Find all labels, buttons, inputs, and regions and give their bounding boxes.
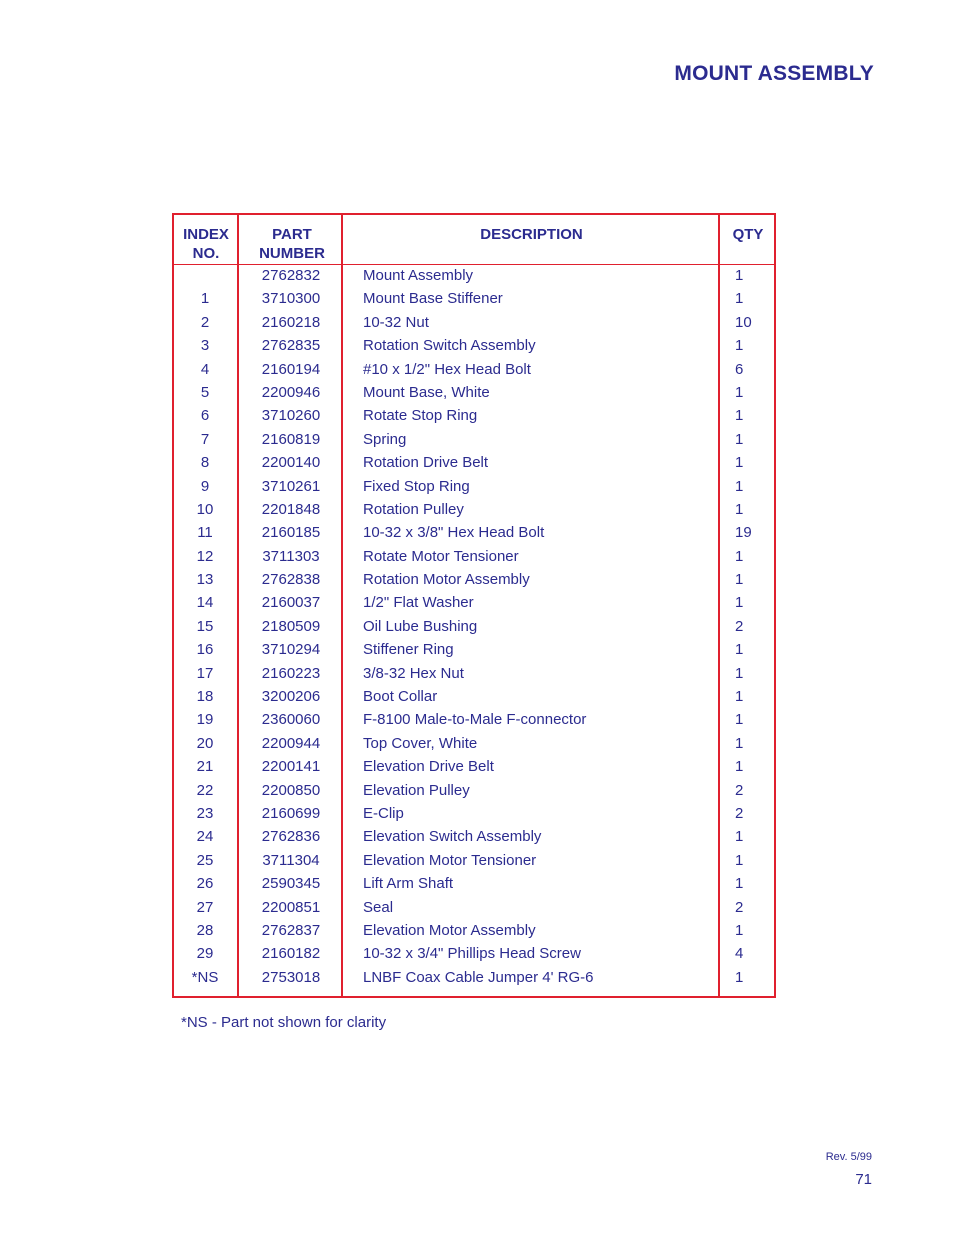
- index-cell: 2: [200, 313, 210, 331]
- qty-cell: 1: [735, 571, 744, 589]
- qty-cell: 1: [735, 477, 744, 495]
- qty-cell: 1: [735, 688, 744, 706]
- description-cell: Oil Lube Bushing: [363, 617, 478, 635]
- qty-cell: 1: [735, 875, 744, 893]
- part-number-cell: 2160194: [261, 360, 321, 378]
- qty-cell: 2: [735, 898, 744, 916]
- index-cell: 15: [196, 617, 214, 635]
- index-cell: 18: [196, 688, 214, 706]
- table-row: [174, 431, 774, 454]
- qty-cell: 2: [735, 781, 744, 799]
- table-row: [174, 852, 774, 875]
- description-cell: E-Clip: [363, 804, 404, 822]
- description-cell: Lift Arm Shaft: [363, 875, 454, 893]
- description-cell: #10 x 1/2" Hex Head Bolt: [363, 360, 531, 378]
- parts-table: [172, 213, 776, 998]
- part-number-cell: 2160218: [261, 313, 321, 331]
- table-row: [174, 407, 774, 430]
- table-row: [174, 314, 774, 337]
- index-cell: 21: [196, 758, 214, 776]
- description-cell: Mount Assembly: [363, 267, 474, 284]
- table-row: [174, 782, 774, 805]
- table-row: [174, 454, 774, 477]
- index-cell: 14: [196, 594, 214, 612]
- qty-cell: 1: [735, 407, 744, 425]
- part-number-cell: 2200851: [261, 898, 321, 916]
- description-cell: Rotation Pulley: [363, 500, 464, 518]
- page-number: 71: [855, 1171, 872, 1188]
- table-row: [174, 384, 774, 407]
- index-cell: 17: [196, 664, 214, 682]
- qty-cell: 1: [735, 758, 744, 776]
- index-cell: 27: [196, 898, 214, 916]
- table-row: [174, 290, 774, 313]
- table-row: [174, 899, 774, 922]
- table-row: [174, 735, 774, 758]
- table-row: [174, 945, 774, 968]
- part-number-cell: 2200141: [261, 758, 321, 776]
- part-number-cell: 3710260: [261, 407, 321, 425]
- description-cell: F-8100 Male-to-Male F-connector: [363, 711, 587, 729]
- description-cell: 10-32 Nut: [363, 313, 429, 331]
- index-cell: 12: [196, 547, 214, 565]
- qty-cell: 6: [735, 360, 744, 378]
- table-row: [174, 875, 774, 898]
- part-number-cell: 2160185: [261, 524, 321, 542]
- index-cell: 10: [196, 500, 214, 518]
- part-number-cell: 2762836: [261, 828, 321, 846]
- header-description: DESCRIPTION: [480, 226, 583, 243]
- qty-cell: 1: [735, 828, 744, 846]
- part-number-cell: 3711303: [262, 547, 320, 565]
- table-row: [174, 548, 774, 571]
- part-number-cell: 2590345: [261, 875, 321, 893]
- index-cell: 23: [196, 804, 214, 822]
- header-index-line2: NO.: [192, 245, 220, 262]
- description-cell: Mount Base Stiffener: [363, 290, 503, 308]
- part-number-cell: 2160819: [261, 430, 321, 448]
- table-row: [174, 524, 774, 547]
- qty-cell: 1: [735, 290, 744, 308]
- table-row: [174, 571, 774, 594]
- table-row: [174, 805, 774, 828]
- index-cell: 20: [196, 734, 214, 752]
- table-row: [174, 711, 774, 734]
- footnote: *NS - Part not shown for clarity: [181, 1014, 387, 1031]
- header-part-line1: PART: [272, 226, 312, 243]
- qty-cell: 1: [735, 711, 744, 729]
- part-number-cell: 2180509: [261, 617, 321, 635]
- index-cell: 11: [197, 524, 213, 542]
- table-row: [174, 688, 774, 711]
- description-cell: Rotation Switch Assembly: [363, 337, 536, 355]
- table-row: [174, 478, 774, 501]
- part-number-cell: 2160699: [261, 804, 321, 822]
- part-number-cell: 2201848: [261, 500, 321, 518]
- header-qty: QTY: [732, 226, 764, 243]
- index-cell: 7: [200, 430, 210, 448]
- description-cell: 3/8-32 Hex Nut: [363, 664, 464, 682]
- index-cell: 4: [200, 360, 210, 378]
- index-cell: 8: [200, 454, 210, 472]
- index-cell: 16: [196, 641, 214, 659]
- qty-cell: 1: [735, 968, 744, 986]
- index-cell: 6: [200, 407, 210, 425]
- description-cell: Rotation Drive Belt: [363, 454, 489, 472]
- index-cell: *NS: [191, 968, 219, 986]
- part-number-cell: 2360060: [261, 711, 321, 729]
- index-cell: 3: [200, 337, 210, 355]
- table-row: [174, 267, 774, 290]
- part-number-cell: 2753018: [261, 968, 321, 986]
- table-row: [174, 337, 774, 360]
- part-number-cell: 2160037: [261, 594, 321, 612]
- part-number-cell: 3710300: [261, 290, 321, 308]
- part-number-cell: 2160182: [261, 945, 321, 963]
- qty-cell: 1: [735, 664, 744, 682]
- part-number-cell: 2762832: [261, 267, 321, 284]
- table-row: [174, 969, 774, 992]
- description-cell: Rotation Motor Assembly: [363, 571, 530, 589]
- description-cell: Spring: [363, 430, 407, 448]
- index-cell: 28: [196, 921, 214, 939]
- index-cell: 24: [196, 828, 214, 846]
- part-number-cell: 2200850: [261, 781, 321, 799]
- qty-cell: 1: [735, 851, 744, 869]
- qty-cell: 1: [735, 921, 744, 939]
- revision-label: Rev. 5/99: [825, 1151, 872, 1163]
- qty-cell: 1: [735, 454, 744, 472]
- header-part-number: [240, 225, 344, 263]
- qty-cell: 4: [735, 945, 744, 963]
- table-row: [174, 665, 774, 688]
- description-cell: 10-32 x 3/8" Hex Head Bolt: [363, 524, 545, 542]
- table-row: [174, 758, 774, 781]
- description-cell: Elevation Motor Assembly: [363, 921, 536, 939]
- qty-cell: 1: [735, 383, 744, 401]
- header-index-line1: INDEX: [183, 226, 229, 243]
- qty-cell: 2: [735, 804, 744, 822]
- index-cell: 19: [196, 711, 214, 729]
- table-row: [174, 501, 774, 524]
- description-cell: Rotate Motor Tensioner: [363, 547, 519, 565]
- part-number-cell: 3200206: [261, 688, 321, 706]
- page-title: MOUNT ASSEMBLY: [674, 62, 874, 85]
- header-part-line2: NUMBER: [259, 245, 325, 262]
- qty-cell: 1: [735, 337, 744, 355]
- description-cell: Elevation Switch Assembly: [363, 828, 542, 846]
- table-row: [174, 618, 774, 641]
- part-number-cell: 2200944: [261, 734, 321, 752]
- index-cell: 5: [200, 383, 210, 401]
- part-number-cell: 2762835: [261, 337, 321, 355]
- part-number-cell: 2200140: [261, 454, 321, 472]
- description-cell: Elevation Motor Tensioner: [363, 851, 537, 869]
- description-cell: 10-32 x 3/4" Phillips Head Screw: [363, 945, 581, 963]
- part-number-cell: 3710261: [261, 477, 321, 495]
- part-number-cell: 2160223: [261, 664, 321, 682]
- qty-cell: 1: [735, 547, 744, 565]
- table-row: [174, 828, 774, 851]
- part-number-cell: 2762838: [261, 571, 321, 589]
- index-cell: 26: [196, 875, 214, 893]
- description-cell: 1/2" Flat Washer: [363, 594, 474, 612]
- part-number-cell: 3711304: [262, 851, 320, 869]
- part-number-cell: 2762837: [261, 921, 321, 939]
- header-divider: [174, 264, 774, 265]
- table-row: [174, 361, 774, 384]
- table-row: [174, 922, 774, 945]
- qty-cell: 10: [735, 313, 752, 331]
- description-cell: Elevation Pulley: [363, 781, 470, 799]
- description-cell: Top Cover, White: [363, 734, 478, 752]
- part-number-cell: 3710294: [261, 641, 321, 659]
- qty-cell: 2: [735, 617, 744, 635]
- description-cell: Mount Base, White: [363, 383, 490, 401]
- description-cell: Stiffener Ring: [363, 641, 454, 659]
- description-cell: LNBF Coax Cable Jumper 4' RG-6: [363, 968, 594, 986]
- index-cell: 22: [196, 781, 214, 799]
- qty-cell: 1: [735, 500, 744, 518]
- part-number-cell: 2200946: [261, 383, 321, 401]
- description-cell: Rotate Stop Ring: [363, 407, 478, 425]
- qty-cell: 1: [735, 267, 744, 284]
- description-cell: Elevation Drive Belt: [363, 758, 494, 776]
- qty-cell: 1: [735, 734, 744, 752]
- index-cell: 29: [196, 945, 214, 963]
- header-index: [174, 225, 238, 263]
- description-cell: Boot Collar: [363, 688, 438, 706]
- table-body: [174, 267, 774, 992]
- description-cell: Seal: [363, 898, 394, 916]
- qty-cell: 19: [735, 524, 752, 542]
- table-row: [174, 641, 774, 664]
- index-cell: 1: [200, 290, 210, 308]
- qty-cell: 1: [735, 430, 744, 448]
- qty-cell: 1: [735, 641, 744, 659]
- qty-cell: 1: [735, 594, 744, 612]
- table-row: [174, 594, 774, 617]
- index-cell: 13: [196, 571, 214, 589]
- description-cell: Fixed Stop Ring: [363, 477, 470, 495]
- index-cell: 9: [200, 477, 210, 495]
- index-cell: 25: [196, 851, 214, 869]
